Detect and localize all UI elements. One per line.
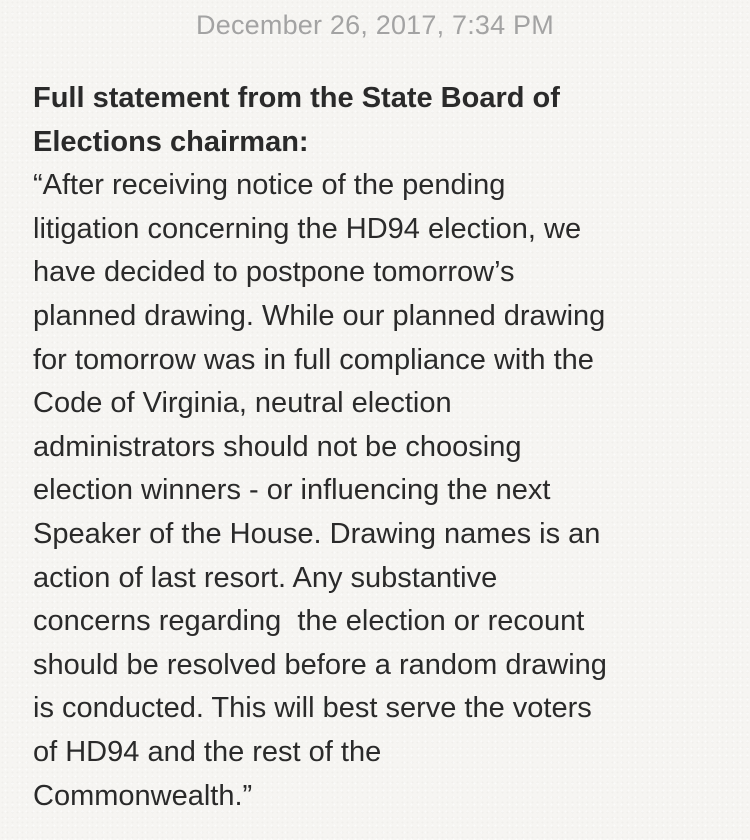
note-heading-line: Elections chairman: [33, 125, 309, 158]
note-body-line: Speaker of the House. Drawing names is an [33, 517, 601, 550]
note-body-line: Commonwealth.” [33, 779, 253, 812]
note-body-line: is conducted. This will best serve the voters [33, 692, 592, 725]
note-body-line: concerns regarding the election or recount [33, 605, 585, 638]
note-body-line: action of last resort. Any substantive [33, 561, 498, 594]
note-body-line: of HD94 and the rest of the [33, 735, 382, 768]
note-body[interactable] [33, 77, 723, 818]
note-heading-line: Full statement from the State Board of [33, 82, 560, 114]
note-body-line: planned drawing. While our planned drawing [33, 299, 606, 332]
note-body-line: “After receiving notice of the pending [33, 169, 506, 202]
note-timestamp: December 26, 2017, 7:34 PM [196, 10, 554, 40]
note-body-line: should be resolved before a random drawing [33, 648, 607, 681]
note-body-line: election winners - or influencing the next [33, 474, 551, 507]
note-body-line: have decided to postpone tomorrow’s [33, 256, 515, 289]
note-body-line: litigation concerning the HD94 election, we [33, 212, 582, 245]
note-body-line: Code of Virginia, neutral election [33, 387, 452, 420]
note-body-line: administrators should not be choosing [33, 430, 522, 463]
note-body-line: for tomorrow was in full compliance with the [33, 343, 594, 376]
